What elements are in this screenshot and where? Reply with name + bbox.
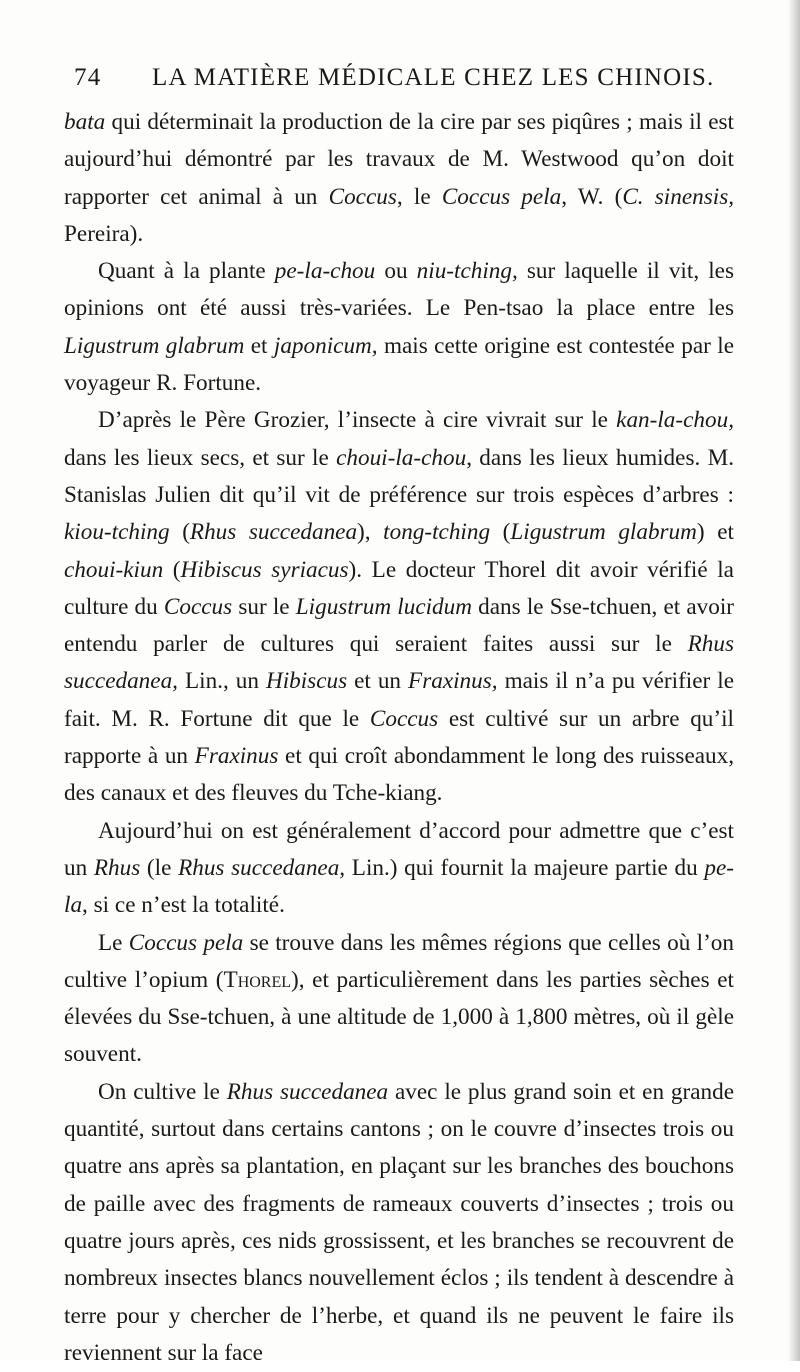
- text-run: (: [163, 556, 181, 583]
- italic-term: bata: [64, 109, 106, 135]
- italic-term: Ligustrum glabrum: [510, 519, 697, 546]
- small-caps-name: Thorel: [223, 966, 292, 993]
- italic-term: Coccus: [369, 705, 439, 732]
- italic-term: Hibiscus syriacus: [180, 556, 349, 583]
- italic-term: C. sinensis,: [622, 183, 735, 210]
- body-text: [64, 104, 734, 1372]
- paragraph: [64, 253, 734, 402]
- text-run: (le: [140, 854, 179, 881]
- page-edge-shadow: [788, 0, 800, 1361]
- italic-term: tong-tching: [383, 519, 491, 546]
- text-run: Pereira).: [64, 220, 144, 247]
- text-run: qui déterminait la production de la cire par ses piqûres ; mais il est aujourd’hui démontré par les travaux de M. Westwood qu’on doit rapporter cet animal à un: [64, 109, 734, 210]
- italic-term: Fraxinus,: [408, 668, 498, 695]
- italic-term: kan-la-chou,: [616, 407, 734, 434]
- page-header: [64, 60, 734, 96]
- text-run: se trouve dans les mêmes régions que celles où l’on cultive l’opium (: [64, 929, 734, 993]
- text-run: , dans les lieux humides. M. Stanislas Julien dit qu’il vit de préférence sur trois espèces d’arbres :: [64, 444, 734, 508]
- paragraph: [64, 402, 734, 812]
- italic-term: japonicum,: [273, 332, 378, 359]
- text-run: D’après le Père Grozier, l’insecte à cire vivrait sur le: [98, 407, 617, 434]
- italic-term: Rhus succedanea: [189, 519, 358, 546]
- text-run: ), et particulièrement dans les parties sèches et élevées du Sse-tchuen, à une altitude de 1,000 à 1,800 mètres, où il gèle souvent.: [64, 966, 734, 1068]
- text-run: ),: [357, 519, 384, 546]
- text-run: ou: [375, 258, 417, 285]
- text-run: , le: [396, 183, 442, 210]
- text-run: ). Le docteur Thorel dit avoir vérifié la culture du: [64, 556, 734, 620]
- text-run: Quant à la plante: [98, 258, 275, 285]
- text-run: dans le Sse-tchuen, et avoir entendu parler de cultures qui seraient faites aussi sur le: [64, 593, 734, 658]
- italic-term: Coccus: [328, 183, 397, 210]
- page-number: 74: [74, 64, 102, 91]
- text-run: avec le plus grand soin et en grande quantité, surtout dans certains cantons ; on le couvre d’insectes trois ou quatre ans après sa plantation, en plaçant sur les branches des bouchons de paille avec des fragments de rameaux couverts d’insectes ; trois ou quatre jours après, ces nids grossissent, et les branches se recouvrent de nombreux insectes blancs nouvellement éclos ; ils tendent à descendre à terre pour y chercher de l’herbe, et quand ils ne peuvent le faire ils reviennent sur la face: [64, 1078, 734, 1366]
- text-run: et qui croît abondamment le long des ruisseaux, des canaux et des fleuves du Tche-kiang.: [64, 743, 735, 807]
- italic-term: Fraxinus: [194, 743, 279, 770]
- text-run: Lin.) qui fournit la majeure partie du: [345, 854, 705, 881]
- italic-term: kiou-tching: [64, 519, 170, 546]
- italic-term: Coccus pela: [441, 183, 562, 210]
- paragraph: [64, 1074, 734, 1372]
- text-run: mais il n’a pu vérifier le fait. M. R. Fortune dit que le: [64, 668, 734, 732]
- running-title: LA MATIÈRE MÉDICALE CHEZ LES CHINOIS.: [152, 64, 715, 91]
- text-run: dans les lieux secs, et sur le: [64, 444, 337, 471]
- italic-term: Rhus succedanea,: [64, 631, 734, 695]
- italic-term: Ligustrum lucidum: [295, 593, 472, 620]
- italic-term: Rhus succedanea: [226, 1078, 389, 1105]
- italic-term: choui-kiun: [64, 556, 164, 583]
- italic-term: choui-la-chou: [336, 444, 467, 471]
- text-run: (: [169, 519, 190, 546]
- italic-term: Hibiscus: [265, 668, 348, 695]
- text-run: mais cette origine est contestée par le voyageur R. Fortune.: [64, 332, 734, 397]
- text-run: , W. (: [561, 183, 623, 210]
- text-run: On cultive le: [98, 1078, 227, 1105]
- italic-term: Coccus: [163, 593, 233, 620]
- italic-term: niu-tching,: [416, 258, 518, 285]
- italic-term: Coccus pela: [128, 929, 244, 956]
- text-run: ) et: [696, 519, 734, 546]
- text-run: Lin., un: [177, 668, 266, 695]
- italic-term: Rhus succedanea,: [178, 854, 346, 881]
- text-run: , si ce n’est la totalité.: [82, 892, 285, 919]
- text-run: et: [244, 332, 274, 359]
- italic-term: pe-la: [64, 854, 734, 919]
- text-run: sur laquelle il vit, les opinions ont été aussi très-variées. Le Pen-tsao la place entre les: [64, 258, 734, 322]
- paragraph: [64, 104, 734, 253]
- italic-term: Rhus: [93, 854, 141, 881]
- text-run: Aujourd’hui on est généralement d’accord pour admettre que c’est un: [64, 817, 734, 881]
- text-run: est cultivé sur un arbre qu’il rapporte à un: [64, 705, 734, 770]
- paragraph: [64, 813, 734, 925]
- italic-term: pe-la-chou: [274, 258, 376, 285]
- italic-term: Ligustrum glabrum: [64, 332, 245, 359]
- text-run: et un: [347, 668, 409, 695]
- text-run: Le: [98, 929, 129, 956]
- text-run: sur le: [232, 593, 296, 620]
- text-run: (: [490, 519, 511, 546]
- paragraph: [64, 925, 734, 1074]
